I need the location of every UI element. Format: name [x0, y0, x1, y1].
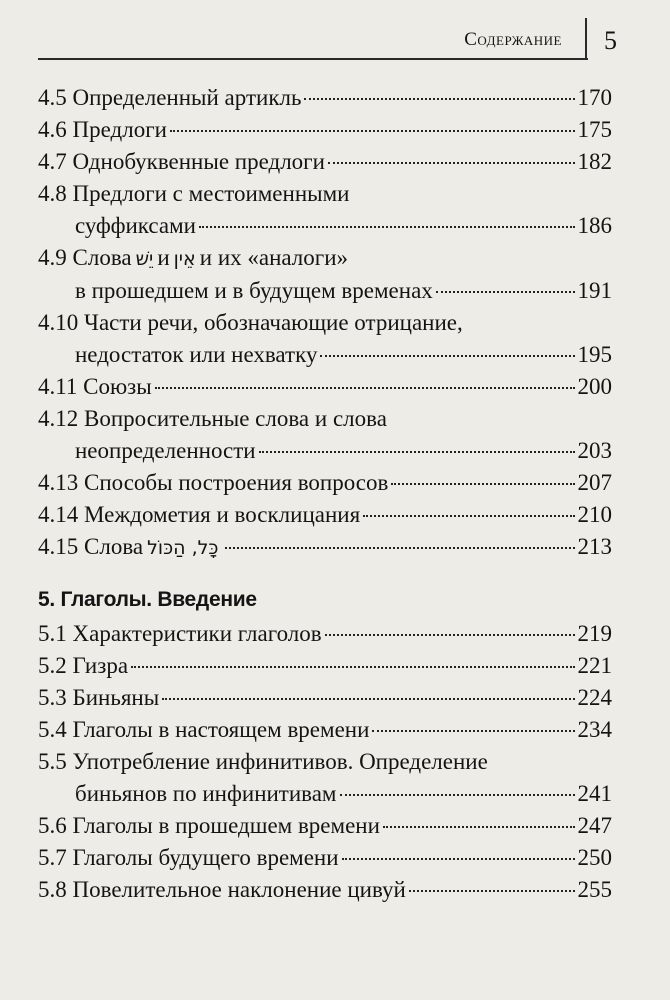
dot-leader — [409, 889, 575, 892]
dot-leader — [259, 450, 575, 453]
running-head: Содержание — [464, 29, 562, 50]
page-ref: 182 — [577, 149, 612, 174]
dot-leader — [340, 793, 575, 796]
table-of-contents — [38, 82, 612, 906]
page-ref: 241 — [577, 781, 612, 806]
dot-leader — [325, 633, 575, 636]
dot-leader — [342, 857, 575, 860]
page-ref: 207 — [577, 470, 612, 495]
toc-entry-5-3: 5.3 Биньяны 224 — [38, 682, 612, 714]
dot-leader — [155, 386, 575, 389]
hebrew-word: אֵין — [173, 248, 196, 270]
dot-leader — [131, 665, 574, 668]
page-ref: 219 — [577, 621, 612, 646]
dot-leader — [304, 97, 574, 100]
dot-leader — [436, 290, 575, 293]
dot-leader — [383, 825, 575, 828]
dot-leader — [320, 354, 574, 357]
hebrew-word: יֵשׁ — [135, 248, 154, 270]
toc-entry-4-9: 4.9 Слова יֵשׁ и אֵין и их «аналоги» в прошедшем и в будущем временах 191 — [38, 242, 612, 307]
page-header — [0, 0, 670, 80]
dot-leader — [391, 482, 574, 485]
dot-leader — [225, 546, 574, 549]
header-rule — [38, 58, 588, 60]
page-ref: 250 — [577, 845, 612, 870]
toc-entry-4-14: 4.14 Междометия и восклицания 210 — [38, 499, 612, 531]
toc-entry-4-13: 4.13 Способы построения вопросов 207 — [38, 467, 612, 499]
toc-entry-5-1: 5.1 Характеристики глаголов 219 — [38, 618, 612, 650]
toc-entry-4-10: 4.10 Части речи, обозначающие отрицание, недостаток или нехватку 195 — [38, 307, 612, 371]
page-ref: 234 — [577, 717, 612, 742]
toc-entry-4-12: 4.12 Вопросительные слова и слова неопределенности 203 — [38, 403, 612, 467]
header-divider — [585, 18, 587, 59]
page-ref: 203 — [577, 438, 612, 463]
toc-entry-5-2: 5.2 Гизра 221 — [38, 650, 612, 682]
toc-entry-4-15: 4.15 Слова כָּל, הַכּוֹל 213 — [38, 531, 612, 564]
toc-entry-4-11: 4.11 Союзы 200 — [38, 371, 612, 403]
page-ref: 213 — [577, 534, 612, 559]
dot-leader — [372, 729, 574, 732]
toc-entry-4-6: 4.6 Предлоги 175 — [38, 114, 612, 146]
dot-leader — [162, 697, 574, 700]
toc-entry-5-7: 5.7 Глаголы будущего времени 250 — [38, 842, 612, 874]
toc-entry-5-5: 5.5 Употребление инфинитивов. Определение биньянов по инфинитивам 241 — [38, 746, 612, 810]
toc-entry-5-8: 5.8 Повелительное наклонение цивуй 255 — [38, 874, 612, 906]
toc-entry-5-4: 5.4 Глаголы в настоящем времени 234 — [38, 714, 612, 746]
toc-entry-4-5: 4.5 Определенный артикль 170 — [38, 82, 612, 114]
dot-leader — [328, 161, 575, 164]
hebrew-word: כָּל, הַכּוֹל — [147, 537, 219, 559]
page-ref: 195 — [577, 342, 612, 367]
page-ref: 186 — [577, 213, 612, 238]
dot-leader — [199, 225, 575, 228]
dot-leader — [170, 129, 575, 132]
page-ref: 175 — [577, 117, 612, 142]
page-ref: 170 — [577, 85, 612, 110]
toc-entry-4-8: 4.8 Предлоги с местоименными суффиксами 186 — [38, 178, 612, 242]
page-ref: 191 — [577, 278, 612, 303]
page-ref: 200 — [577, 374, 612, 399]
page-number: 5 — [604, 26, 617, 55]
page-ref: 224 — [577, 685, 612, 710]
page-ref: 210 — [577, 502, 612, 527]
toc-entry-5-6: 5.6 Глаголы в прошедшем времени 247 — [38, 810, 612, 842]
page-ref: 247 — [577, 813, 612, 838]
page-ref: 221 — [577, 653, 612, 678]
toc-entry-4-7: 4.7 Однобуквенные предлоги 182 — [38, 146, 612, 178]
section-heading: 5. Глаголы. Введение — [38, 588, 257, 611]
dot-leader — [363, 514, 574, 517]
page-ref: 255 — [577, 877, 612, 902]
